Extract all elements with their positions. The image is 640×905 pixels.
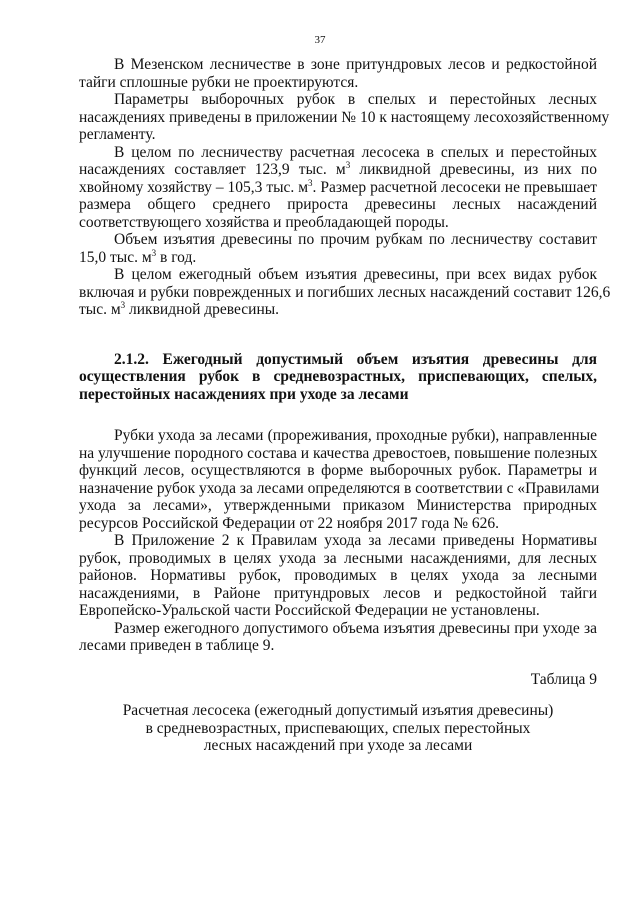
text-line: Европейско-Уральской части Российской Федерации не установлены. [79,602,540,619]
caption-line: в средневозрастных, приспевающих, спелых перестойных [145,719,531,737]
text-line: Объем изъятия древесины по прочим рубкам по лесничеству составит [114,231,597,248]
document-body [79,56,611,755]
text-line [79,249,597,267]
heading-line: осуществления рубок в средневозрастных, приспевающих, спелых, [79,368,597,385]
paragraph [79,532,597,620]
text-line: В Приложение 2 к Правилам ухода за лесами приведены Нормативы [114,532,597,549]
paragraph [79,231,597,266]
text-fragment: ликвидной древесины, из них по [350,161,597,178]
text-line: Параметры выборочных рубок в спелых и перестойных лесных [114,91,597,108]
text-line: назначение рубок ухода за лесами определяются в соответствии с «Правилами [79,479,600,497]
text-line: насаждениями, в Районе притундровых лесов и редкостойной тайги [79,584,597,602]
caption-line: лесных насаждений при уходе за лесами [203,737,473,754]
table-label: Таблица 9 [530,670,597,688]
text-line: В целом ежегодный объем изъятия древесины, при всех видах рубок [114,266,597,283]
paragraph [79,91,610,144]
paragraph [79,266,611,319]
text-line: районов. Нормативы рубок, проводимых в целях ухода за лесными [79,567,597,584]
text-fragment: . Размер расчетной лесосеки не превышает [312,178,598,196]
text-line [79,161,597,179]
section-heading [79,351,597,404]
superscript: 3 [345,159,351,170]
text-fragment: хвойному хозяйству – 105,3 тыс. м [79,178,309,196]
text-line: рубок, проводимых в целях ухода за лесными насаждениями, для лесных [79,549,597,567]
text-line: Рубки ухода за лесами (прореживания, проходные рубки), направленные [114,427,597,444]
text-line [79,301,597,319]
text-line: регламенту. [79,126,156,143]
text-line: В Мезенском лесничестве в зоне притундровых лесов и редкостойной [114,56,597,73]
superscript: 3 [151,247,157,258]
text-line: размера общего среднего прироста древесины лесных насаждений [79,196,597,213]
text-line: соответствующего хозяйства и преобладающей породы. [79,213,449,231]
text-line: В целом по лесничеству расчетная лесосека в спелых и перестойных [114,143,597,161]
text-line: насаждениях приведены в приложении № 10 к настоящему лесохозяйственному [79,108,610,126]
paragraph [79,427,600,532]
superscript: 3 [120,299,126,310]
text-fragment: 15,0 тыс. м [79,248,152,266]
text-line: функций лесов, осуществляются в форме выборочных рубок. Параметры и [79,462,597,479]
spacer [79,655,597,671]
paragraph [79,56,597,91]
spacer [79,688,597,702]
text-line: Размер ежегодного допустимого объема изъятия древесины при уходе за [114,619,597,637]
caption-line: Расчетная лесосека (ежегодный допустимый изъятия древесины) [122,702,554,719]
heading-line: 2.1.2. Ежегодный допустимый объем изъятия древесины для [114,350,597,368]
text-fragment: тыс. м [79,301,121,318]
superscript: 3 [308,177,313,188]
spacer [79,403,597,427]
text-line: лесами приведен в таблице 9. [79,637,275,654]
paragraph [79,620,597,655]
page-number: 37 [314,34,326,46]
text-line: ухода за лесами», утвержденными приказом Министерства природных [79,497,597,514]
paragraph [79,144,597,232]
text-line: ресурсов Российской Федерации от 22 ноября 2017 года № 626. [79,514,500,532]
text-fragment: ликвидной древесины. [125,301,280,318]
text-line: на улучшение породного состава и качества древостоев, повышение полезных [79,444,598,462]
text-line: тайги сплошные рубки не проектируются. [79,73,359,91]
text-fragment: насаждениях составляет 123,9 тыс. м [79,161,346,178]
table-caption [79,702,597,755]
text-line: включая и рубки поврежденных и погибших лесных насаждений составит 126,6 [79,283,611,301]
text-line [79,179,597,197]
spacer [79,319,597,351]
text-fragment: в год. [156,248,197,266]
heading-line: перестойных насаждениях при уходе за лесами [79,385,409,403]
